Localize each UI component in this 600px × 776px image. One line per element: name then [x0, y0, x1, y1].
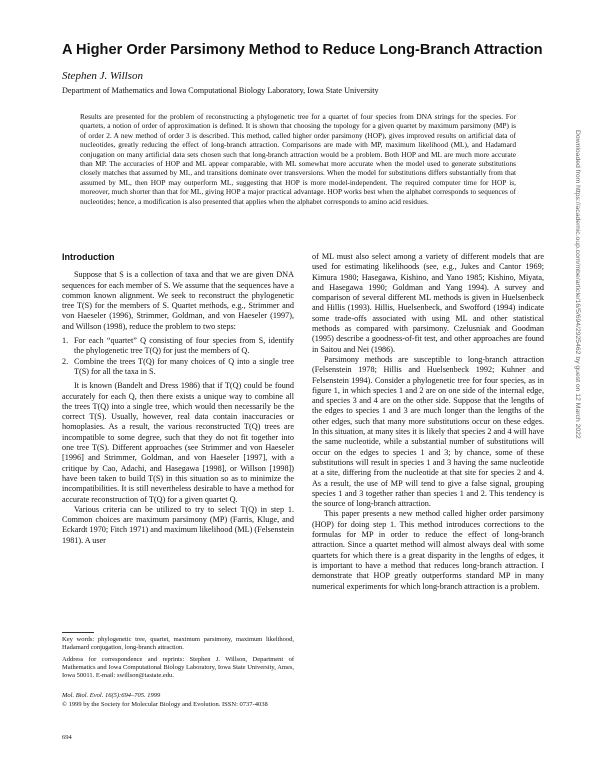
- footnote-divider: [62, 632, 94, 633]
- steps-list: [62, 336, 294, 377]
- intro-paragraph-2: It is known (Bandelt and Dress 1986) that if T(Q) could be found accurately for each Q, then there exists a unique way to combine all the trees T(Q) into a single tree, which would then necessarily be the correct T(S). Usually, however, real data contain inaccuracies or homoplasies. As a result, the various reconstructed T(Q) trees are incompatible to some degree, such that they do not fit together into one tree T(S). Different approaches (see Strimmer and von Haeseler [1996] and Strimmer, Goldman, and von Haeseler [1997], with a critique by Cao, Adachi, and Hasegawa [1998], or Willson [1998]) have been taken to build T(S) in this situation so as to minimize the incompatibilities. It is still nevertheless desirable to have a method for accurate reconstruction of T(Q) for a given quartet Q.: [62, 381, 294, 504]
- abstract: Results are presented for the problem of reconstructing a phylogenetic tree for a quartet of four species from DNA strings for the species. For quartets, a notion of order of approximation is defined. It is shown that choosing the topology for a given quartet by maximum parsimony (MP) is of order 2. A new method of order 3 is described. This method, called higher order parsimony (HOP), gives improved results on artificial data of nucleotides, greatly reducing the effect of long-branch attraction. Comparisons are made with MP, maximum likelihood (ML), and Hadamard conjugation on many artificial data sets chosen such that long-branch attraction would be a problem. Both HOP and ML are much more accurate than MP. The accuracies of HOP and ML appear comparable, with ML somewhat more accurate when the model used to generate substitutions closely matches that assumed by ML, and transitions dominate over transversions. When the model for substitutions differs substantially from that assumed by ML, then HOP may outperform ML, suggesting that HOP is more model-independent. The required computer time for HOP is, moreover, much shorter than that for ML, giving HOP a major practical advantage. HOP works best when the alphabet corresponds to sequences of nucleotides; hence, a modification is also presented that applies when the alphabet corresponds to amino acid residues.: [80, 112, 516, 206]
- paper-title: A Higher Order Parsimony Method to Reduce Long-Branch Attraction: [62, 42, 543, 58]
- intro-paragraph-4: of ML must also select among a variety of different models that are used for estimating likelihoods (see, e.g., Jukes and Cantor 1969; Kimura 1980; Hasegawa, Kishino, and Yano 1985; Kishino, Miyata, and Hasegawa 1990; Goldman and Yang 1994). A survey and comparison of several different ML methods is given in Huelsenbeck and Hillis (1993). Hillis, Huelsenbeck, and Swofford (1994) indicate some trade-offs associated with using ML and other statistical methods as compared with parsimony. Czelusniak and Goodman (1995) describe a goodness-of-fit test, and other approaches are found in Saitou and Nei (1986).: [312, 252, 544, 354]
- footnote-keywords: Key words: phylogenetic tree, quartet, maximum parsimony, maximum likelihood, Hadamard conjugation, long-branch attraction.: [62, 636, 294, 651]
- download-watermark: [571, 130, 583, 630]
- page-number: 694: [62, 734, 72, 741]
- step-text: Combine the trees T(Q) for many choices of Q into a single tree T(S) for all the taxa in S.: [74, 356, 294, 376]
- download-watermark-text: Downloaded from https://academic.oup.com/mbe/article/16/5/694/2925462 by guest on 12 March 2022: [574, 130, 581, 439]
- list-item: [62, 357, 294, 378]
- right-column: [312, 252, 544, 592]
- author-name: Stephen J. Willson: [62, 70, 143, 82]
- left-column: [62, 252, 294, 546]
- author-affiliation: Department of Mathematics and Iowa Computational Biology Laboratory, Iowa State University: [62, 86, 379, 95]
- list-item: [62, 336, 294, 357]
- intro-paragraph-1: Suppose that S is a collection of taxa and that we are given DNA sequences for each member of S. We assume that the sequences have a common known alignment. We seek to reconstruct the phylogenetic tree T(S) for the members of S. Quartet methods, e.g., Strimmer and von Haeseler (1996), Strimmer, Goldman, and von Haeseler (1997), and Willson (1998), reduce the problem to two steps:: [62, 270, 294, 331]
- intro-paragraph-5: Parsimony methods are susceptible to long-branch attraction (Felsenstein 1978; Hillis and Huelsenbeck 1992; Kuhner and Felsenstein 1994). Consider a phylogenetic tree for four species, as in figure 1, in which species 1 and 2 are on one side of the internal edge, and species 3 and 4 are on the other side. Suppose that the lengths of the edges to species 1 and 3 are much longer than the lengths of the other edges, such that many more substitutions occur on these edges. In this situation, at many sites it is likely that species 2 and 4 will have the same nucleotide, while a substantial number of substitutions will occur on the edges to species 1 and 3; by chance, some of these substitutions will result in species 1 and 3 having the same nucleotide at a site, differing from the nucleotide at that site for species 2 and 4. As a result, the use of MP will tend to give a false signal, grouping species 1 and 3 together rather than species 1 and 2. This tendency is the source of long-branch attraction.: [312, 354, 544, 509]
- intro-paragraph-6: This paper presents a new method called higher order parsimony (HOP) for doing step 1. This method introduces corrections to the formulas for MP in order to reduce the effect of long-branch attraction. Since a quartet method will almost always deal with some quartets for which there is a great disparity in the lengths of edges, it is important to have a method that reduces long-branch attraction. I demonstrate that HOP greatly outperforms standard MP in many numerical experiments for which long-branch attraction is a problem.: [312, 509, 544, 591]
- footnote-address: Address for correspondence and reprints: Stephen J. Willson, Department of Mathematics and Iowa Computational Biology Laboratory, Iowa State University, Ames, Iowa 50011. E-mail: swillson@iastate.edu.: [62, 656, 294, 679]
- step-number: 1.: [62, 336, 69, 346]
- section-heading: Introduction: [62, 252, 115, 262]
- intro-paragraph-3: Various criteria can be utilized to try to select T(Q) in step 1. Common choices are maximum parsimony (MP) (Farris, Kluge, and Eckardt 1970; Fitch 1971) and maximum likelihood (ML) (Felsenstein 1981). A user: [62, 504, 294, 545]
- footnote-copyright: © 1999 by the Society for Molecular Biology and Evolution. ISSN: 0737-4038: [62, 701, 268, 708]
- footnote-journal: Mol. Biol. Evol. 16(5):694–705. 1999: [62, 692, 161, 699]
- step-text: For each “quartet” Q consisting of four species from S, identify the phylogenetic tree T(Q) for just the members of Q.: [74, 336, 294, 356]
- step-number: 2.: [62, 356, 69, 366]
